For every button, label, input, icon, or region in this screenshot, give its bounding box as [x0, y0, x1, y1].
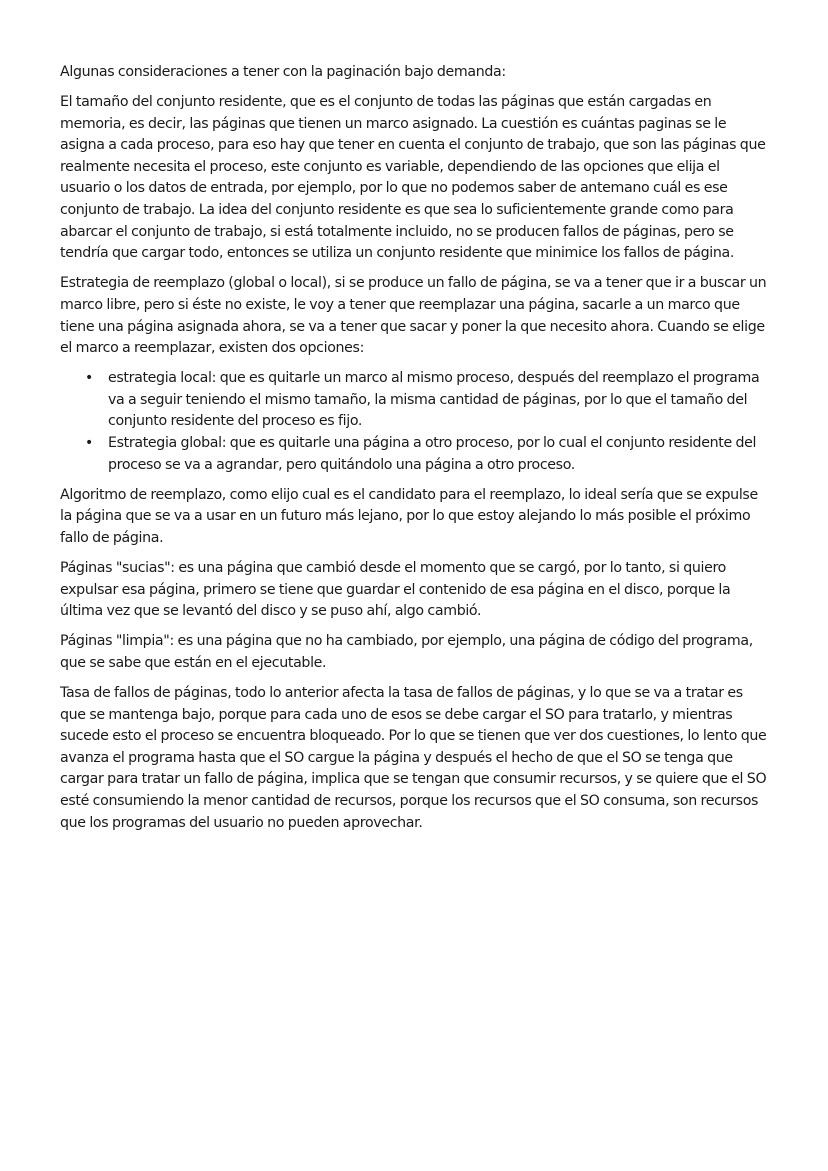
document-page	[60, 62, 768, 843]
paragraph-tasa-fallos: Tasa de fallos de páginas, todo lo anterior afecta la tasa de fallos de páginas, y lo que se va a tratar es que se mantenga bajo, porque para cada uno de esos se debe cargar el SO para tratarlo, y mientras sucede esto el proceso se encuentra bloqueado. Por lo que se tienen que ver dos cuestiones, lo lento que avanza el programa hasta que el SO cargue la página y después el hecho de que el SO se tenga que cargar para tratar un fallo de página, implica que se tengan que consumir recursos, y se quiere que el SO esté consumiendo la menor cantidad de recursos, porque los recursos que el SO consuma, son recursos que los programas del usuario no pueden aprovechar.	[60, 684, 767, 831]
list-item-text: estrategia local: que es quitarle un marco al mismo proceso, después del reemplazo el programa va a seguir teniendo el mismo tamaño, la misma cantidad de páginas, por lo que el tamaño del conjunto residente del proceso es fijo.	[108, 370, 760, 430]
paragraph-estrategia-reemplazo: Estrategia de reemplazo (global o local), si se produce un fallo de página, se va a tener que ir a buscar un marco libre, pero si éste no existe, le voy a tener que reemplazar una página, sacarle a un marco que tiene una página asignada ahora, se va a tener que sacar y poner la que necesito ahora. Cuando se elige el marco a reemplazar, existen dos opciones:	[60, 275, 767, 357]
strategy-list	[60, 368, 768, 476]
paragraph-paginas-sucias: Páginas "sucias": es una página que cambió desde el momento que se cargó, por lo tanto, si quiero expulsar esa página, primero se tiene que guardar el contenido de esa página en el disco, porque la última vez que se levantó del disco y se puso ahí, algo cambió.	[60, 559, 731, 620]
paragraph-paginas-limpia: Páginas "limpia": es una página que no ha cambiado, por ejemplo, una página de código del programa, que se sabe que están en el ejecutable.	[60, 633, 753, 671]
paragraph-algoritmo-reemplazo: Algoritmo de reemplazo, como elijo cual es el candidato para el reemplazo, lo ideal sería que se expulse la página que se va a usar en un futuro más lejano, por lo que estoy alejando lo más posible el próximo fallo de página.	[60, 486, 758, 546]
list-item-text: Estrategia global: que es quitarle una página a otro proceso, por lo cual el conjunto residente del proceso se va a agrandar, pero quitándolo una página a otro proceso.	[108, 435, 757, 473]
intro-paragraph: Algunas consideraciones a tener con la paginación bajo demanda:	[60, 64, 506, 80]
list-item-local	[85, 368, 768, 433]
paragraph-conjunto-residente: El tamaño del conjunto residente, que es el conjunto de todas las páginas que están cargadas en memoria, es decir, las páginas que tienen un marco asignado. La cuestión es cuántas paginas se le asigna a cada proceso, para eso hay que tener en cuenta el conjunto de trabajo, que son las páginas que realmente necesita el proceso, este conjunto es variable, dependiendo de las opciones que elija el usuario o los datos de entrada, por ejemplo, por lo que no podemos saber de antemano cuál es ese conjunto de trabajo. La idea del conjunto residente es que sea lo suficientemente grande como para abarcar el conjunto de trabajo, si está totalmente incluido, no se producen fallos de páginas, pero se tendría que cargar todo, entonces se utiliza un conjunto residente que minimice los fallos de página.	[60, 94, 766, 262]
bullet-icon: •	[85, 435, 93, 451]
list-item-global	[85, 433, 768, 476]
bullet-icon: •	[85, 370, 93, 387]
